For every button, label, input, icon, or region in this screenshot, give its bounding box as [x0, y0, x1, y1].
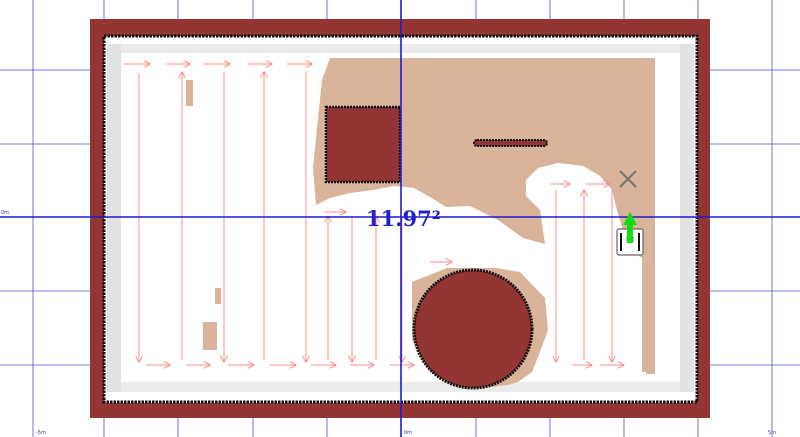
axis-label-pos-x: 5m [768, 430, 777, 436]
wall-shadow-right [680, 44, 694, 392]
axis-label-neg-x: -5m [36, 430, 46, 436]
wall-shadow-left [107, 44, 121, 392]
obstacle-box [326, 107, 400, 182]
axis-label-origin-y: 0m [1, 210, 10, 216]
obstacle-bar [474, 140, 547, 146]
axis-label-origin-x: 0m [404, 430, 413, 436]
area-label: 11.97² [366, 206, 441, 231]
obstacle-circle [414, 270, 532, 388]
